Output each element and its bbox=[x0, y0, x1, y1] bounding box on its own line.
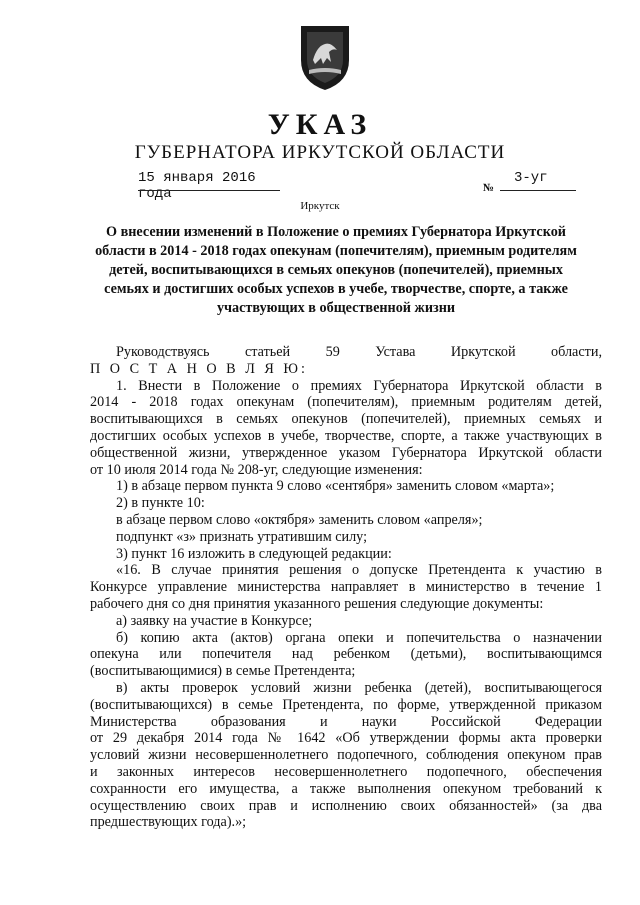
number-label: № bbox=[483, 182, 495, 194]
body-line: Министерства образования и науки Российской Федерации bbox=[90, 713, 602, 730]
document-body bbox=[90, 344, 602, 831]
document-subtitle: ГУБЕРНАТОРА ИРКУТСКОЙ ОБЛАСТИ bbox=[134, 142, 506, 163]
body-line: предшествующих года).»; bbox=[90, 814, 247, 831]
body-line: сохранности его имущества, а также выполнения опекуном требований к bbox=[90, 780, 602, 797]
body-line: (воспитывающимися) в семье Претендента; bbox=[90, 663, 356, 680]
decree-word: П О С Т А Н О В Л Я Ю: bbox=[90, 360, 308, 377]
document-heading bbox=[76, 223, 596, 318]
coat-of-arms-emblem bbox=[297, 20, 353, 92]
heading-line: О внесении изменений в Положение о премиях Губернатора Иркутской bbox=[106, 224, 566, 240]
body-line: от 10 июля 2014 года № 208-уг, следующие изменения: bbox=[90, 461, 423, 478]
document-city: Иркутск bbox=[300, 200, 340, 212]
body-line: воспитывающихся в семьях опекунов (попечителей), приемных семьях и bbox=[90, 411, 602, 428]
body-line: 2) в пункте 10: bbox=[116, 495, 205, 512]
body-line: осуществлению своих прав и исполнению своих обязанностей» (за два bbox=[90, 797, 602, 814]
date-underline bbox=[138, 190, 280, 191]
body-line: Конкурсе управление министерства направляет в министерство в течение 1 bbox=[90, 579, 602, 596]
body-line: от 29 декабря 2014 года № 1642 «Об утверждении формы акта проверки bbox=[90, 730, 602, 747]
body-line: в абзаце первом слово «октября» заменить словом «апреля»; bbox=[116, 511, 483, 528]
number-underline bbox=[500, 190, 576, 191]
body-line: условий жизни несовершеннолетнего подопечного, соблюдения опекуном прав bbox=[90, 747, 602, 764]
body-line: (воспитывающихся) в семье Претендента, по форме, утвержденной приказом bbox=[90, 696, 602, 713]
body-line: а) заявку на участие в Конкурсе; bbox=[116, 612, 313, 629]
document-date: 15 января 2016 года bbox=[138, 170, 256, 202]
body-line: 2014 - 2018 годах опекунам (попечителям), приемным родителям детей, bbox=[90, 394, 602, 411]
heading-line: участвующих в общественной жизни bbox=[216, 300, 456, 316]
body-line: опекуна или попечителя над ребенком (детьми), воспитывающимся bbox=[90, 646, 602, 663]
body-line: 1) в абзаце первом пункта 9 слово «сентября» заменить словом «марта»; bbox=[116, 478, 555, 495]
document-title: УКАЗ bbox=[267, 108, 373, 141]
heading-line: семьях и достигших особых успехов в учебе, творчестве, спорте, а также bbox=[104, 281, 568, 297]
document-number: 3-уг bbox=[514, 170, 548, 186]
intro-line: Руководствуясь статьей 59 Устава Иркутской области, bbox=[116, 344, 602, 360]
body-line: б) копию акта (актов) органа опеки и попечительства о назначении bbox=[116, 629, 602, 646]
body-line: в) акты проверок условий жизни ребенка (детей), воспитывающегося bbox=[116, 679, 602, 696]
body-line: подпункт «з» признать утратившим силу; bbox=[116, 528, 368, 545]
body-line: достигших особых успехов в учебе, творчестве, спорте, а также участвующих в bbox=[90, 427, 602, 444]
body-line: общественной жизни, утвержденное указом Губернатора Иркутской области bbox=[90, 444, 602, 461]
body-line: «16. В случае принятия решения о допуске Претендента к участию в bbox=[116, 562, 602, 579]
body-line: и законных интересов несовершеннолетнего подопечного, обеспечения bbox=[90, 763, 602, 780]
heading-line: детей, воспитывающихся в семьях опекунов (попечителей), приемных bbox=[109, 262, 563, 278]
body-line: рабочего дня со дня принятия указанного решения следующие документы: bbox=[90, 595, 544, 612]
body-line: 1. Внести в Положение о премиях Губернатора Иркутской области в bbox=[116, 377, 602, 394]
body-line: 3) пункт 16 изложить в следующей редакции: bbox=[116, 545, 392, 562]
heading-line: области в 2014 - 2018 годах опекунам (попечителям), приемным родителям bbox=[95, 243, 577, 259]
